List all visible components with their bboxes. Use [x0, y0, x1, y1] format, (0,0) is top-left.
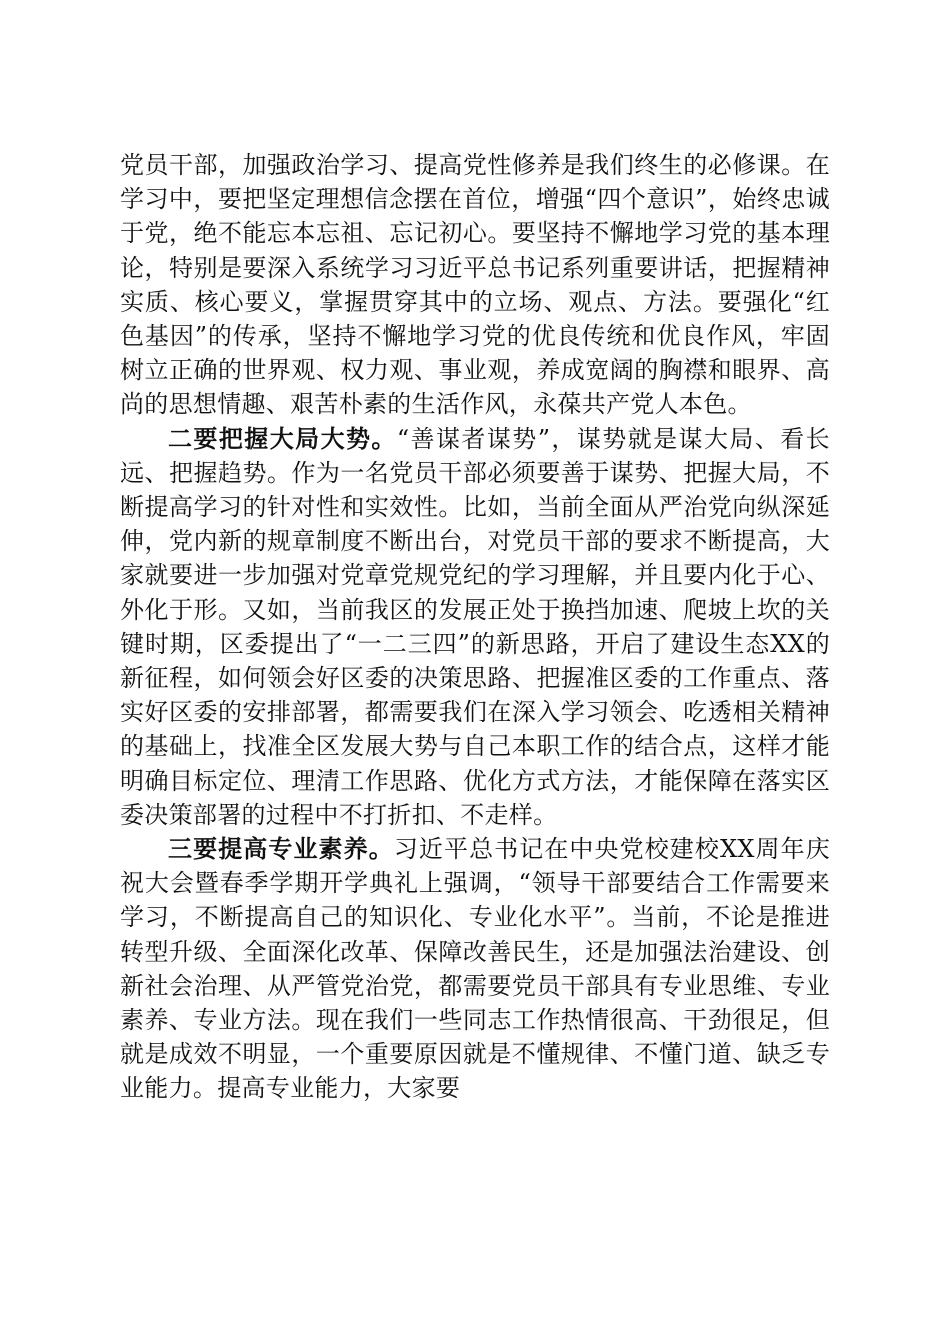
paragraph-heading: 三要提高专业素养。	[168, 834, 394, 864]
body-text	[120, 148, 830, 1106]
paragraph-text: 习近平总书记在中央党校建校XX周年庆祝大会暨春季学期开学典礼上强调，“领导干部要结合工作需要来学习，不断提高自己的知识化、专业化水平”。当前，不论是推进转型升级、全面深化改革、保障改善民生，还是加强法治建设、创新社会治理、从严管党治党，都需要党员干部具有专业思维、专业素养、专业方法。现在我们一些同志工作热情很高、干劲很足，但就是成效不明显，一个重要原因就是不懂规律、不懂门道、缺乏专业能力。提高专业能力，大家要	[120, 835, 831, 1103]
paragraph-text: 党员干部，加强政治学习、提高党性修养是我们终生的必修课。在学习中，要把坚定理想信念摆在首位，增强“四个意识”，始终忠诚于党，绝不能忘本忘祖、忘记初心。要坚持不懈地学习党的基本理论，特别是要深入系统学习习近平总书记系列重要讲话，把握精神实质、核心要义，掌握贯穿其中的立场、观点、方法。要强化“红色基因”的传承，坚持不懈地学习党的优良传统和优良作风，牢固树立正确的世界观、权力观、事业观，养成宽阔的胸襟和眼界、高尚的思想情趣、艰苦朴素的生活作风，永葆共产党人本色。	[120, 151, 830, 419]
paragraph-text: “善谋者谋势”，谋势就是谋大局、看长远、把握趋势。作为一名党员干部必须要善于谋势、把握大局，不断提高学习的针对性和实效性。比如，当前全面从严治党向纵深延伸，党内新的规章制度不断出台，对党员干部的要求不断提高，大家就要进一步加强对党章党规党纪的学习理解，并且要内化于心、外化于形。又如，当前我区的发展正处于换挡加速、爬坡上坎的关键时期，区委提出了“一二三四”的新思路，开启了建设生态XX的新征程，如何领会好区委的决策思路、把握准区委的工作重点、落实好区委的安排部署，都需要我们在深入学习领会、吃透相关精神的基础上，找准全区发展大势与自己本职工作的结合点，这样才能明确目标定位、理清工作思路、优化方式方法，才能保障在落实区委决策部署的过程中不打折扣、不走样。	[120, 424, 830, 829]
paragraph-heading: 二要把握大局大势。	[168, 423, 397, 453]
paragraph-professional-quality	[120, 832, 830, 1106]
paragraph-continuation	[120, 148, 830, 422]
paragraph-grasp-overall-situation	[120, 422, 830, 832]
